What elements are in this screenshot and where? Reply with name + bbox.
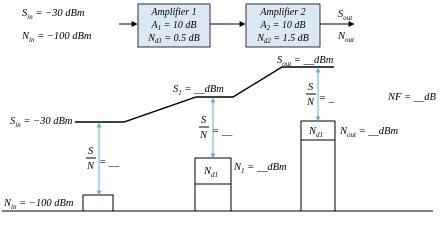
noise-figure-label: NF = __dB bbox=[388, 92, 436, 103]
svg-text:N: N bbox=[200, 130, 208, 141]
output-noise-label: $N_{out}$ bbox=[338, 31, 354, 44]
nout-level-label: $N_{out}$ = __dBm bbox=[340, 126, 399, 139]
nin-bar bbox=[83, 195, 113, 211]
svg-text:= __: = __ bbox=[99, 157, 120, 168]
s1-level-label: $S_1$ = __dBm bbox=[173, 84, 224, 97]
svg-text:= __: = __ bbox=[212, 126, 233, 137]
nd1-box-label: $N_{d1}$ bbox=[204, 166, 219, 179]
sin-level-label: $S_{in} = -30$ dBm bbox=[10, 116, 73, 129]
amplifier-2-gain: $A_2 = 10$ dB bbox=[260, 20, 306, 32]
snr-label-stage1 bbox=[199, 115, 233, 141]
n1-level-label: $N_1$ = __dBm bbox=[234, 162, 287, 175]
snr-label-input bbox=[86, 146, 120, 172]
input-noise-label: $N_{in} = -100$ dBm bbox=[22, 31, 92, 44]
output-signal-label: $S_{out}$ bbox=[338, 9, 353, 22]
nin-level-label: $N_{in} = -100$ dBm bbox=[4, 198, 74, 211]
snr-label-output bbox=[306, 82, 335, 108]
amplifier-2-noise: $N_{d2} = 1.5$ dB bbox=[257, 33, 309, 45]
input-signal-label: $S_{in} = -30$ dBm bbox=[22, 8, 85, 21]
amplifier-1-title: Amplifier 1 bbox=[151, 7, 197, 18]
svg-text:S: S bbox=[88, 146, 94, 157]
amplifier-2-title: Amplifier 2 bbox=[260, 7, 306, 18]
svg-text:N: N bbox=[307, 97, 315, 108]
nd1-box-out-label: $N_{d1}$ bbox=[309, 126, 324, 139]
svg-text:= _: = _ bbox=[319, 93, 334, 104]
amplifier-1-noise: $N_{d1} = 0.5$ dB bbox=[148, 33, 200, 45]
svg-text:S: S bbox=[201, 115, 207, 126]
amplifier-1-gain: $A_1 = 10$ dB bbox=[151, 20, 197, 32]
svg-text:S: S bbox=[308, 82, 314, 93]
svg-text:N: N bbox=[87, 161, 95, 172]
sout-level-label: $S_{out}$ = __dBm bbox=[277, 55, 334, 68]
